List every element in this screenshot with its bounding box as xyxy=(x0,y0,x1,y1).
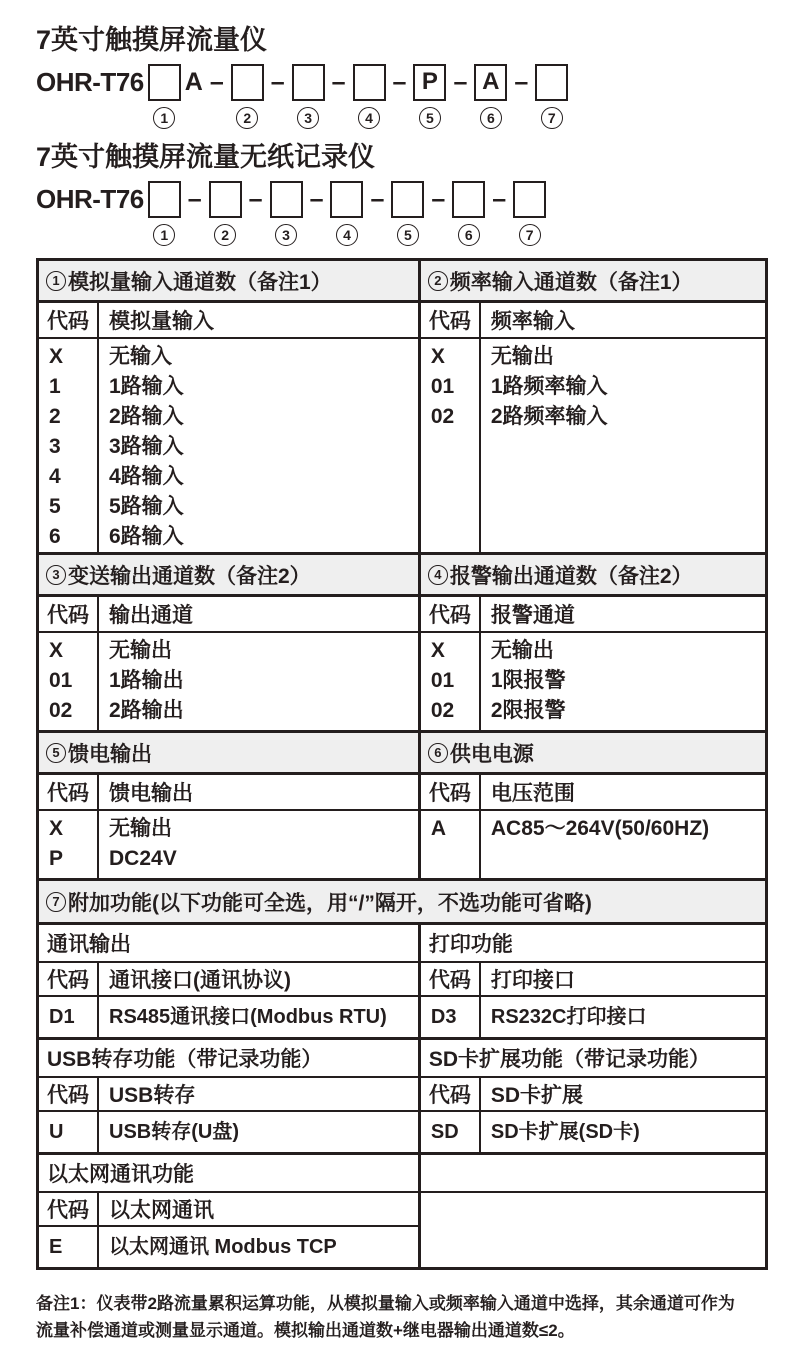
section-title: 频率输入通道数（备注1） xyxy=(449,270,693,294)
subsection-title: SD卡扩展功能（带记录功能） xyxy=(421,1040,765,1078)
desc-value: SD卡扩展(SD卡) xyxy=(490,1121,640,1143)
code-column-header: 代码 xyxy=(39,303,99,337)
model2-box-2 xyxy=(209,181,242,218)
model1-box-5-feed-output: P xyxy=(413,64,446,101)
model-segment xyxy=(231,61,264,130)
section-number-icon: 6 xyxy=(428,743,448,763)
code-value: X xyxy=(49,345,64,368)
position-number-3: 3 xyxy=(297,107,319,129)
position-number-6: 6 xyxy=(480,107,502,129)
model-segment xyxy=(453,61,467,130)
code-column xyxy=(39,811,99,878)
desc-column xyxy=(481,633,765,730)
model-dash: – xyxy=(270,67,285,96)
desc-value: RS232C打印接口 xyxy=(490,1006,647,1028)
model-segment xyxy=(210,61,224,130)
desc-column-header: 电压范围 xyxy=(490,782,575,805)
model-segment xyxy=(474,61,507,130)
section-title: 附加功能(以下功能可全选，用“/”隔开，不选功能可省略) xyxy=(68,891,592,915)
spec-section-transmit-alarm xyxy=(39,552,765,730)
desc-column xyxy=(481,1112,765,1152)
section-number-icon: 3 xyxy=(46,565,66,585)
desc-column xyxy=(99,1227,418,1267)
model-segment xyxy=(513,178,546,247)
column-header-row xyxy=(39,775,418,811)
column-header-row xyxy=(39,1078,418,1112)
code-column-header: 代码 xyxy=(39,775,99,809)
position-number-5: 5 xyxy=(419,107,441,129)
code-value: P xyxy=(49,847,64,870)
desc-column-header: 输出通道 xyxy=(109,604,193,627)
model1-box-1 xyxy=(148,64,181,101)
code-column xyxy=(421,633,481,730)
footnote xyxy=(36,1290,768,1344)
code-value: E xyxy=(49,1236,63,1258)
desc-value: 2限报警 xyxy=(490,699,566,722)
ethernet-comm-subtable xyxy=(39,1155,421,1267)
code-value: 1 xyxy=(49,375,61,398)
analog-input-subtable xyxy=(39,261,421,552)
subsection-title: 打印功能 xyxy=(421,925,765,963)
model1-box-2 xyxy=(231,64,264,101)
model-segment xyxy=(353,61,386,130)
desc-value: 无输出 xyxy=(109,817,172,840)
position-number-7: 7 xyxy=(541,107,563,129)
desc-value: 无输出 xyxy=(490,639,554,662)
model-segment xyxy=(514,61,528,130)
code-list xyxy=(39,1227,418,1267)
model2-box-6 xyxy=(452,181,485,218)
code-value: 6 xyxy=(49,525,61,548)
code-column-header: 代码 xyxy=(39,1193,99,1225)
column-header-row xyxy=(421,963,765,997)
desc-column xyxy=(99,997,418,1037)
code-column xyxy=(39,997,99,1037)
code-value: X xyxy=(49,817,64,840)
desc-value: 无输出 xyxy=(490,345,554,368)
spec-section-feed-power xyxy=(39,730,765,878)
print-function-subtable xyxy=(421,925,765,1037)
code-list xyxy=(39,997,418,1037)
code-value: 4 xyxy=(49,465,61,488)
usb-transfer-subtable xyxy=(39,1040,421,1152)
column-header-row xyxy=(421,303,765,339)
code-column-header: 代码 xyxy=(421,597,481,631)
code-value: D1 xyxy=(49,1006,75,1028)
column-header-row xyxy=(421,1078,765,1112)
model-dash: – xyxy=(331,67,346,96)
desc-column-header: USB转存 xyxy=(109,1084,196,1107)
model-segment xyxy=(452,178,485,247)
code-column xyxy=(39,1112,99,1152)
product-title-flow-meter: 7英寸触摸屏流量仪 xyxy=(36,25,268,55)
code-column-header: 代码 xyxy=(39,597,99,631)
desc-value: 4路输入 xyxy=(109,465,184,488)
sd-card-subtable xyxy=(421,1040,765,1152)
position-number-5: 5 xyxy=(397,224,419,246)
code-value: 5 xyxy=(49,495,61,518)
code-column-header: 代码 xyxy=(421,303,481,337)
desc-column-header: 模拟量输入 xyxy=(109,310,214,333)
subsection-title: 通讯输出 xyxy=(39,925,418,963)
model-segment xyxy=(393,61,407,130)
section-title: 模拟量输入通道数（备注1） xyxy=(68,270,332,294)
model2-box-5 xyxy=(391,181,424,218)
code-value: SD xyxy=(430,1121,459,1143)
code-column-header: 代码 xyxy=(39,1078,99,1110)
code-value: 02 xyxy=(49,699,73,722)
code-list xyxy=(421,997,765,1037)
desc-column-header: SD卡扩展 xyxy=(490,1084,584,1107)
model-dash: – xyxy=(248,184,263,213)
desc-column xyxy=(99,811,418,878)
section-title: 馈电输出 xyxy=(68,742,152,766)
product-title-paperless-recorder: 7英寸触摸屏流量无纸记录仪 xyxy=(36,142,376,172)
model-segment xyxy=(36,178,144,247)
power-supply-subtable xyxy=(421,733,765,878)
model-segment xyxy=(148,178,181,247)
desc-column xyxy=(481,339,765,552)
desc-value: 2路频率输入 xyxy=(490,405,608,428)
code-list xyxy=(421,1112,765,1152)
model-segment xyxy=(36,61,144,130)
position-number-1: 1 xyxy=(153,224,175,246)
desc-column xyxy=(99,633,418,730)
code-value: A xyxy=(430,817,447,840)
column-header-row xyxy=(421,775,765,811)
code-column xyxy=(421,997,481,1037)
desc-value: 2路输入 xyxy=(109,405,184,428)
section-number-icon: 2 xyxy=(428,271,448,291)
section-header xyxy=(421,261,765,303)
model-dash: – xyxy=(431,184,446,213)
model-segment xyxy=(535,61,568,130)
desc-value: 6路输入 xyxy=(109,525,184,548)
desc-value: 无输入 xyxy=(109,345,172,368)
code-list xyxy=(39,633,418,730)
model-segment xyxy=(332,61,346,130)
position-number-1: 1 xyxy=(153,107,175,129)
code-value: 01 xyxy=(49,669,73,692)
empty-cell xyxy=(421,1193,765,1267)
section-title: 变送输出通道数（备注2） xyxy=(68,564,311,588)
code-value: D3 xyxy=(430,1006,457,1028)
section-number-icon: 7 xyxy=(46,892,66,912)
code-list xyxy=(421,633,765,730)
code-column-header: 代码 xyxy=(421,775,481,809)
ordering-spec-table xyxy=(36,258,768,1270)
position-number-2: 2 xyxy=(214,224,236,246)
spec-section-analog-frequency xyxy=(39,261,765,552)
code-column xyxy=(421,1112,481,1152)
position-number-7: 7 xyxy=(519,224,541,246)
column-header-row xyxy=(421,597,765,633)
code-column-header: 代码 xyxy=(421,1078,481,1110)
model-dash: – xyxy=(492,184,507,213)
section-header xyxy=(421,733,765,775)
section-header xyxy=(39,733,418,775)
alarm-output-subtable xyxy=(421,555,765,730)
code-column xyxy=(39,1227,99,1267)
desc-value: 1路频率输入 xyxy=(490,375,608,398)
model-dash: – xyxy=(514,67,529,96)
model-segment xyxy=(188,178,202,247)
column-header-row xyxy=(39,303,418,339)
model-code-line-paperless-recorder xyxy=(36,178,768,247)
model-prefix: OHR-T76 xyxy=(36,183,144,214)
code-list xyxy=(39,1112,418,1152)
desc-value: DC24V xyxy=(109,847,177,870)
code-value: X xyxy=(49,639,64,662)
desc-column-header: 馈电输出 xyxy=(109,782,193,805)
footnote-line-1: 备注1：仪表带2路流量累积运算功能，从模拟量输入或频率输入通道中选择，其余通道可作为 xyxy=(36,1294,735,1313)
desc-column-header: 报警通道 xyxy=(490,604,575,627)
section-number-icon: 4 xyxy=(428,565,448,585)
position-number-2: 2 xyxy=(236,107,258,129)
model-segment xyxy=(185,61,203,130)
model1-box-6-power: A xyxy=(474,64,507,101)
subsection-ethernet xyxy=(39,1152,765,1267)
desc-column xyxy=(99,1112,418,1152)
code-column xyxy=(39,633,99,730)
desc-value: 1路输入 xyxy=(109,375,184,398)
subsection-title: 以太网通讯功能 xyxy=(39,1155,418,1193)
desc-value: 1路输出 xyxy=(109,669,184,692)
model-segment xyxy=(310,178,324,247)
section-header xyxy=(39,261,418,303)
code-column xyxy=(421,339,481,552)
model-segment xyxy=(271,61,285,130)
code-value: 01 xyxy=(430,669,455,692)
code-column-header: 代码 xyxy=(39,963,99,995)
column-header-row xyxy=(39,597,418,633)
model-segment xyxy=(431,178,445,247)
code-value: 01 xyxy=(430,375,455,398)
section-number-icon: 1 xyxy=(46,271,66,291)
model2-box-4 xyxy=(330,181,363,218)
column-header-row xyxy=(39,963,418,997)
section-header xyxy=(39,881,765,925)
code-list xyxy=(39,811,418,878)
model-dash: – xyxy=(309,184,324,213)
desc-column-header: 以太网通讯 xyxy=(109,1199,214,1222)
model1-box-3 xyxy=(292,64,325,101)
model-segment xyxy=(330,178,363,247)
model-segment xyxy=(270,178,303,247)
code-list xyxy=(39,339,418,552)
code-value: X xyxy=(430,345,445,368)
code-column xyxy=(421,811,481,878)
subsection-usb-sd xyxy=(39,1037,765,1152)
code-value: 02 xyxy=(430,699,455,722)
model-dash: – xyxy=(392,67,407,96)
model1-box-4 xyxy=(353,64,386,101)
desc-column-header: 频率输入 xyxy=(490,310,575,333)
section-number-icon: 5 xyxy=(46,743,66,763)
desc-column-header: 打印接口 xyxy=(490,969,575,992)
model-segment xyxy=(370,178,384,247)
desc-column-header: 通讯接口(通讯协议) xyxy=(109,969,291,992)
comm-output-subtable xyxy=(39,925,421,1037)
model-dash: – xyxy=(370,184,385,213)
desc-value: RS485通讯接口(Modbus RTU) xyxy=(109,1006,387,1028)
model-dash: – xyxy=(453,67,468,96)
empty-cell xyxy=(421,1155,765,1193)
model-segment xyxy=(492,178,506,247)
footnote-line-2: 流量补偿通道或测量显示通道。模拟输出通道数+继电器输出通道数≤2。 xyxy=(36,1321,575,1340)
position-number-6: 6 xyxy=(458,224,480,246)
desc-column xyxy=(99,339,418,552)
code-value: U xyxy=(49,1121,64,1143)
model-segment xyxy=(292,61,325,130)
model2-box-7 xyxy=(513,181,546,218)
subsection-comm-print xyxy=(39,925,765,1037)
subsection-title: USB转存功能（带记录功能） xyxy=(39,1040,418,1078)
model1-box-7 xyxy=(535,64,568,101)
desc-value: 5路输入 xyxy=(109,495,184,518)
model-dash: – xyxy=(187,184,202,213)
model2-box-3 xyxy=(270,181,303,218)
desc-value: AC85～264V(50/60HZ) xyxy=(490,817,710,840)
desc-value: 以太网通讯 Modbus TCP xyxy=(109,1236,337,1258)
code-list xyxy=(421,811,765,878)
column-header-row xyxy=(39,1193,418,1227)
feed-output-subtable xyxy=(39,733,421,878)
desc-value: 3路输入 xyxy=(109,435,184,458)
code-list xyxy=(421,339,765,552)
model-segment xyxy=(413,61,446,130)
code-column-header: 代码 xyxy=(421,963,481,995)
model-segment xyxy=(148,61,181,130)
position-number-4: 4 xyxy=(358,107,380,129)
position-number-4: 4 xyxy=(336,224,358,246)
frequency-input-subtable xyxy=(421,261,765,552)
code-value: 02 xyxy=(430,405,455,428)
code-value: 3 xyxy=(49,435,61,458)
code-column xyxy=(39,339,99,552)
model-code-line-flow-meter xyxy=(36,61,768,130)
desc-column xyxy=(481,997,765,1037)
code-value: X xyxy=(430,639,445,662)
model-segment xyxy=(209,178,242,247)
empty-subtable xyxy=(421,1155,765,1267)
model-prefix: OHR-T76 xyxy=(36,66,144,97)
model-segment xyxy=(249,178,263,247)
code-value: 2 xyxy=(49,405,61,428)
desc-value: 无输出 xyxy=(109,639,172,662)
model2-box-1 xyxy=(148,181,181,218)
desc-value: 2路输出 xyxy=(109,699,184,722)
model1-fixed-letter-a: A xyxy=(184,67,203,96)
desc-value: 1限报警 xyxy=(490,669,566,692)
model-segment xyxy=(391,178,424,247)
transmit-output-subtable xyxy=(39,555,421,730)
position-number-3: 3 xyxy=(275,224,297,246)
desc-column xyxy=(481,811,765,878)
model-dash: – xyxy=(209,67,224,96)
section-title: 供电电源 xyxy=(449,742,534,766)
section-header xyxy=(39,555,418,597)
section-header xyxy=(421,555,765,597)
section-title: 报警输出通道数（备注2） xyxy=(449,564,693,588)
spec-section-additional-functions xyxy=(39,878,765,1267)
desc-value: USB转存(U盘) xyxy=(109,1121,239,1143)
